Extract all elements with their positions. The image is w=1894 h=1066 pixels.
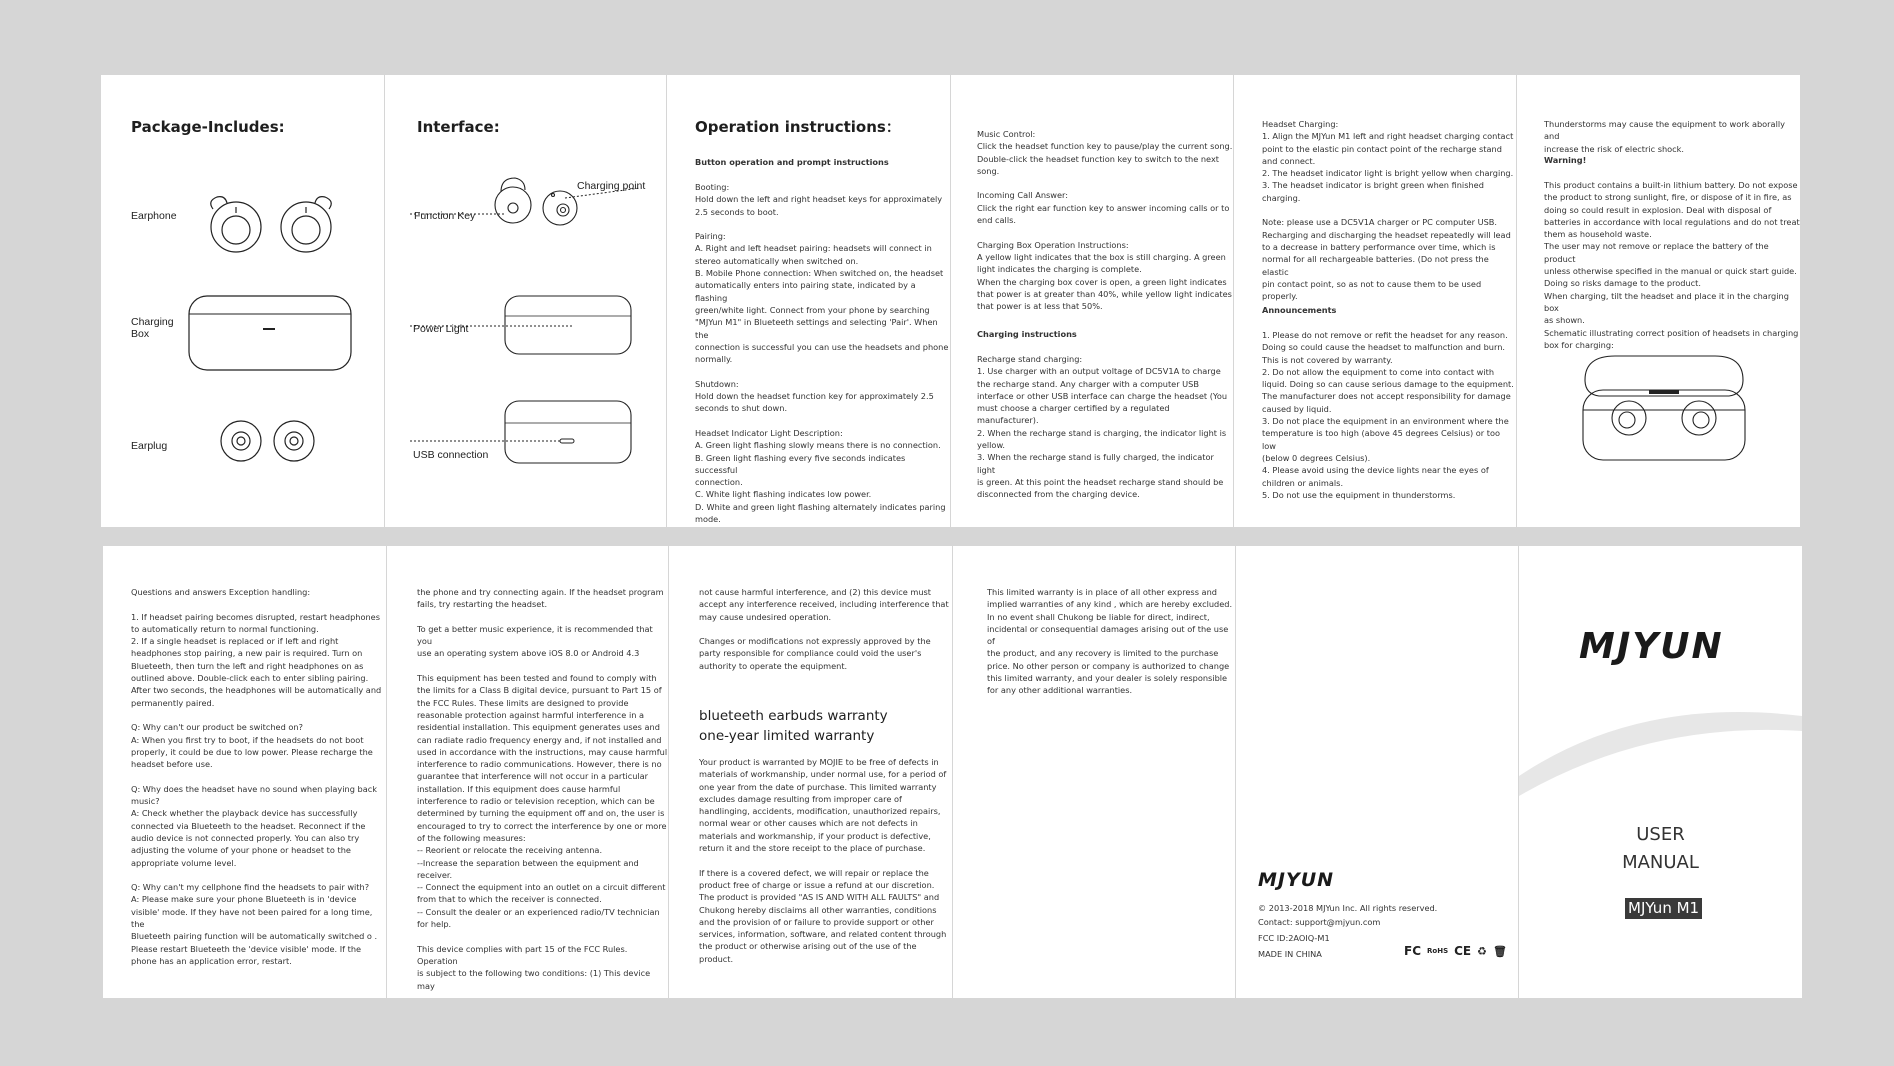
contact-text: Contact: support@mjyun.com	[1258, 917, 1381, 927]
label-power-light: Power Light	[413, 323, 469, 335]
panel-interface	[385, 75, 666, 527]
label-earplug: Earplug	[131, 440, 168, 452]
limited-warranty-body: This limited warranty is in place of all other express and implied warranties of any kind , which are hereby excluded. In no event shall Chukong be liable for direct, indirect, incidental or consequential damages arising out of the use of the product, and any recovery is limited to the purchase price. No other person or company is authorized to change this limited warranty, and your dealer is solely responsible for any other additional warranties.	[987, 587, 1233, 696]
panel-music-control	[951, 75, 1233, 527]
panel-limited-warranty	[953, 546, 1235, 998]
announcements-body: 1. Please do not remove or refit the headset for any reason. Doing so could cause the headset to malfunction and burn. This is not covered by warranty. 2. Do not allow the equipment to come into contact with liquid. Doing so can cause serious damage to the equipment. The manufacturer does not accept responsibility for damage caused by liquid. 3. Do not place the equipment in an environment where the temperature is too high (above 45 degrees Celsius) or too low (below 0 degrees Celsius). 4. Please avoid using the device lights near the eyes of children or animals. 5. Do not use the equipment in thunderstorms.	[1262, 330, 1514, 500]
operation-title: Operation instructions：	[695, 118, 901, 136]
panel-back-cover	[1236, 546, 1518, 998]
fcc-mark: FC	[1404, 944, 1422, 958]
label-charging-box: Charging Box	[131, 316, 174, 340]
interface-earphones-illustration	[405, 170, 655, 240]
ce-mark: CE	[1454, 944, 1472, 958]
label-charging-point: Charging point	[577, 180, 646, 192]
rohs-mark: RoHS	[1427, 947, 1449, 955]
warning-body: This product contains a built-in lithium battery. Do not expose the product to strong sunlight, fire, or dispose of it in fire, as doing so could result in explosion. Deal with disposal of batteries in accordance with local regulations and do not treat them as household waste. The user may not remove or replace the battery of the product unless otherwise specified in the manual or quick start guide. Doing so risks damage to the product. When charging, tilt the headset and place it in the charging box as shown. Schematic illustrating correct position of headsets in charging box for charging:	[1544, 180, 1800, 350]
announcements-heading: Announcements	[1262, 305, 1337, 315]
interface-title: Interface:	[417, 118, 500, 136]
music-control-body: Music Control: Click the headset function key to pause/play the current song. Double-click the headset function key to switch to the next song. Incoming Call Answer: Click the right ear function key to answer incoming calls or to end calls. Charging Box Operation Instructions: A yellow light indicates that the box is still charging. A green light indicates the charging is complete. When the charging box cover is open, a green light indicates that power is at greater than 40%, while yellow light indicates that power is at less that 50%.	[977, 129, 1233, 312]
charging-instructions-body: Recharge stand charging: 1. Use charger with an output voltage of DC5V1A to charge the recharge stand. Any charger with a computer USB interface or other USB interface can charge the headset (You must choose a charger certified by a regulated manufacturer). 2. When the recharge stand is charging, the indicator light is yellow. 3. When the recharge stand is fully charged, the indicator light is green. At this point the headset recharge stand should be disconnected from the charging device.	[977, 354, 1228, 500]
panel-headset-charging	[1234, 75, 1516, 527]
copyright-text: © 2013-2018 MJYun Inc. All rights reserved.	[1258, 903, 1438, 913]
made-in-text: MADE IN CHINA	[1258, 949, 1322, 959]
label-function-key: Function Key	[414, 210, 476, 222]
cover-swoosh	[1519, 546, 1802, 998]
headset-charging-body: Headset Charging: 1. Align the MJYun M1 left and right headset charging contact point to the elastic pin contact point of the recharge stand and connect. 2. The headset indicator light is bright yellow when charging. 3. The headset indicator is bright green when finished charging. Note: please use a DC5V1A charger or PC computer USB. Recharging and discharging the headset repeatedly will lead to a decrease in battery performance over time, which is normal for all rechargeable batteries. (Do not press the elastic pin contact point, so as not to cause them to be used properly.	[1262, 119, 1514, 302]
panel-operation-instructions	[667, 75, 950, 527]
qa-body: Questions and answers Exception handling: 1. If headset pairing becomes disrupted, restart headphones to automatically return to normal functioning. 2. If a single headset is replaced or if left and right headphones stop pairing, a new pair is required. Turn on Blueteeth, then turn the left and right headphones on as outlined above. Double-click each to enter sibling pairing. After two seconds, the headphones will be automatically and permanently paired. Q: Why can't our product be switched on? A: When you first try to boot, if the headsets do not boot properly, it could be due to low power. Please recharge the headset before use. Q: Why does the headset have no sound when playing back music? A: Check whether the playback device has successfully connected via Blueteeth to the headset. Reconnect if the audio device is not connected properly. You can also try adjusting the volume of your phone or headset to the appropriate volume level. Q: Why can't my cellphone find the headsets to pair with? A: Please make sure your phone Blueteeth is in 'device visible' mode. If they have not been paired for a long time, the Blueteeth pairing function will be automatically switched o . Please restart Blueteeth the 'device visible' mode. If the phone has an application error, restart.	[131, 587, 382, 966]
fcc-id-text: FCC ID:2AOIQ-M1	[1258, 933, 1330, 943]
charging-instructions-heading: Charging instructions	[977, 329, 1077, 339]
fcc-body: the phone and try connecting again. If the headset program fails, try restarting the headset. To get a better music experience, it is recommended that you use an operating system above iOS 8.0 or Android 4.3 This equipment has been tested and found to comply with the limits for a Class B digital device, pursuant to Part 15 of the FCC Rules. These limits are designed to provide reasonable protection against harmful interference in a residential installation. This equipment generates uses and can radiate radio frequency energy and, if not installed and used in accordance with the instructions, may cause harmful interference to radio communications. However, there is no guarantee that interference will not occur in a particular installation. If this equipment does cause harmful interference to radio or television reception, which can be determined by turning the equipment off and on, the user is encouraged to try to correct the interference by one or more of the following measures: -- Reorient or relocate the receiving antenna. --Increase the separation between the equipment and receiver. -- Connect the equipment into an outlet on a circuit different from that to which the receiver is connected. -- Consult the dealer or an experienced radio/TV technician for help. This device complies with part 15 of the FCC Rules. Operation is subject to the following two conditions: (1) This device may	[417, 587, 668, 991]
charging-box-illustration	[187, 294, 353, 374]
operation-subtitle: Button operation and prompt instructions	[695, 157, 889, 167]
panel-front-cover	[1519, 546, 1802, 998]
interface-box-usb-illustration	[405, 395, 655, 475]
warning-heading: Warning!	[1544, 155, 1587, 165]
fcc-conditions-text: not cause harmful interference, and (2) this device must accept any interference received, including interference that may cause undesired operation. Changes or modifications not expressly approved by the party responsible for compliance could void the user's authority to operate the equipment.	[699, 587, 949, 671]
earplugs-illustration	[219, 418, 319, 464]
label-usb-connection: USB connection	[413, 449, 489, 461]
warranty-heading: blueteeth earbuds warranty one-year limited warranty	[699, 708, 888, 744]
thunderstorm-text: Thunderstorms may cause the equipment to work aborally and increase the risk of electric shock.	[1544, 119, 1785, 154]
model-badge: MJYun M1	[1625, 898, 1702, 919]
earphones-illustration	[201, 187, 351, 257]
panel-fcc	[387, 546, 668, 998]
panel-package-includes	[101, 75, 384, 527]
certification-marks	[1404, 944, 1507, 958]
panel-warning	[1517, 75, 1800, 527]
panel-warranty	[669, 546, 952, 998]
operation-body: Booting: Hold down the left and right headset keys for approximately 2.5 seconds to boot. Pairing: A. Right and left headset pairing: headsets will connect in stereo automatically when switched on. B. Mobile Phone connection: When switched on, the headset automatically enters into pairing state, indicated by a flashing green/white light. Connect from your phone by searching "MJYun M1" in Blueteeth settings and selecting 'Pair'. When the connection is successful you can use the headsets and phone normally. Shutdown: Hold down the headset function key for approximately 2.5 seconds to shut down. Headset Indicator Light Description: A. Green light flashing slowly means there is no connection. B. Green light flashing every five seconds indicates successful connection. C. White light flashing indicates low power. D. White and green light flashing alternately indicates paring mode.	[695, 182, 949, 525]
charging-box-schematic	[1579, 350, 1749, 465]
brand-logo-small: MJYUN	[1258, 869, 1335, 891]
recycle-icon: ♻	[1477, 944, 1488, 958]
package-title: Package-Includes:	[131, 118, 285, 136]
panel-qa	[103, 546, 386, 998]
label-earphone: Earphone	[131, 210, 177, 222]
brand-logo-large: MJYUN	[1579, 626, 1724, 667]
user-manual-title: USER MANUAL	[1622, 824, 1699, 873]
weee-bin-icon: 🗑	[1493, 944, 1507, 958]
warranty-body: Your product is warranted by MOJIE to be free of defects in materials of workmanship, under normal use, for a period of one year from the date of purchase. This limited warranty excludes damage resulting from improper care of handlinging, accidents, modification, unauthorized repairs, normal wear or other causes which are not defects in materials and workmanship, if your product is defective, return it and the store receipt to the place of purchase. If there is a covered defect, we will repair or replace the product free of charge or issue a refund at our discretion. The product is provided "AS IS AND WITH ALL FAULTS" and Chukong hereby disclaims all other warranties, conditions and the provision of or failure to provide support or other services, information, software, and related content through the product or otherwise arising out of the use of the product.	[699, 757, 947, 964]
interface-box-top-illustration	[405, 290, 655, 360]
